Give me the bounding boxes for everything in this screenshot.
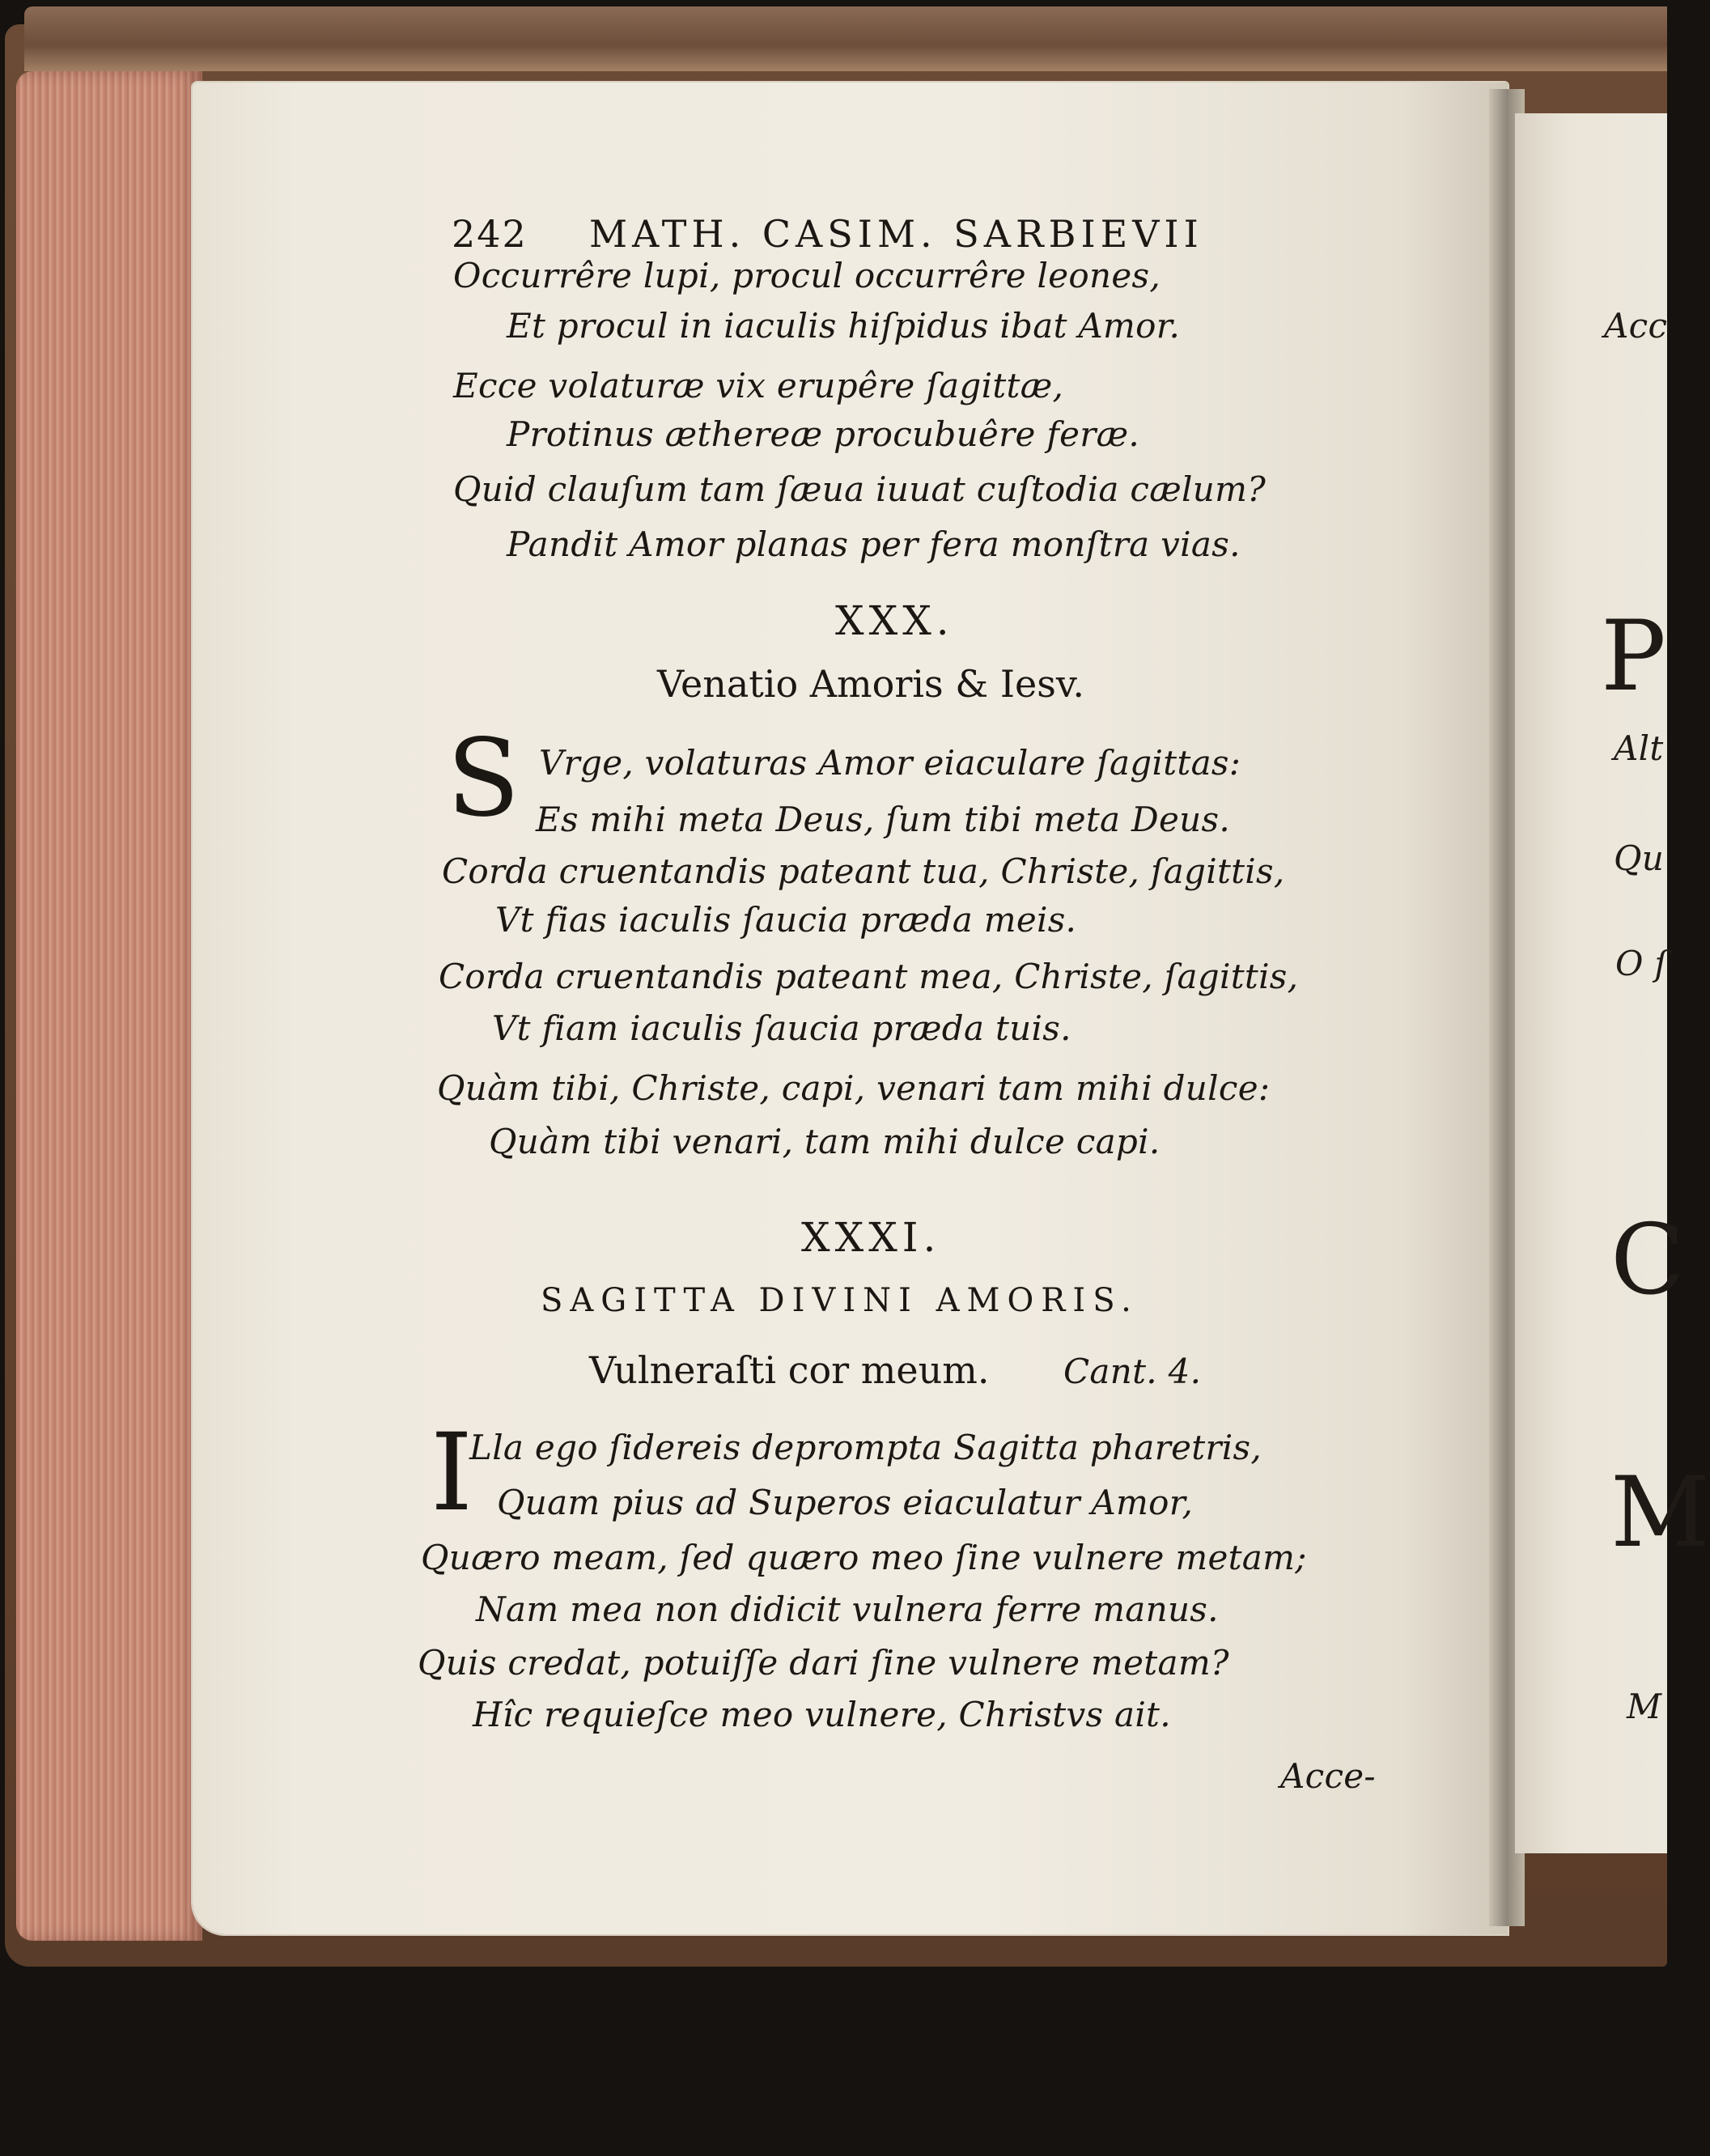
verse-line: Vrge, volaturas Amor eiaculare ſagittas: [539, 743, 1241, 783]
verse-line: Protinus æthereæ procubuêre feræ. [507, 414, 1140, 454]
verse-line: Quæro meam, ſed quæro meo ſine vulnere metam; [421, 1538, 1307, 1577]
verse-line: Es mihi meta Deus, ſum tibi meta Deus. [536, 800, 1231, 839]
right-page [1515, 113, 1667, 1853]
verse-line: Nam mea non didicit vulnera ferre manus. [476, 1589, 1219, 1629]
right-page-fragment: M [1610, 1457, 1710, 1569]
section-numeral: XXX. [835, 597, 954, 644]
verse-line: Quid clauſum tam ſæua iuuat cuſtodia cælum? [453, 469, 1267, 509]
book-top-edge [24, 6, 1667, 71]
section-title: Venatio Amoris & Iesv. [657, 662, 1084, 706]
verse-line: Corda cruentandis pateant mea, Christe, ſagittis, [439, 957, 1299, 996]
verse-line: Vt fiam iaculis ſaucia præda tuis. [492, 1008, 1071, 1048]
verse-line: Vt fias iaculis ſaucia præda meis. [495, 900, 1077, 940]
drop-cap: S [447, 716, 520, 841]
right-page-fragment: Acc [1604, 306, 1668, 346]
verse-line: Quis credat, potuiſſe dari ſine vulnere metam? [418, 1643, 1229, 1683]
verse-line: Pandit Amor planas per fera monſtra vias. [507, 524, 1241, 564]
right-page-fragment: Qu [1614, 838, 1665, 878]
right-page-fragment: C [1610, 1204, 1685, 1317]
section-numeral: XXXI. [801, 1214, 941, 1261]
verse-line: Corda cruentandis pateant tua, Christe, ſagittis, [442, 851, 1285, 891]
right-page-fragment: M [1627, 1687, 1662, 1726]
page-number: 242 [452, 212, 528, 256]
verse-line: Hîc requieſce meo vulnere, Christvs ait. [473, 1695, 1171, 1734]
verse-line: Ecce volaturæ vix erupêre ſagittæ, [453, 366, 1064, 405]
right-page-fragment: Alt [1614, 728, 1664, 768]
right-page-fragment: O ſ [1615, 944, 1668, 983]
section-title: SAGITTA DIVINI AMORIS. [541, 1282, 1139, 1319]
epigraph: Vulneraſti cor meum. [589, 1348, 990, 1392]
catchword: Acce- [1280, 1756, 1376, 1796]
running-title: MATH. CASIM. SARBIEVII [589, 212, 1203, 256]
verse-line: Quàm tibi, Christe, capi, venari tam mihi dulce: [437, 1068, 1271, 1108]
right-page-fragment: P [1601, 601, 1666, 713]
page-block-edge [16, 71, 202, 1941]
verse-line: Occurrêre lupi, procul occurrêre leones, [453, 256, 1161, 295]
epigraph-reference: Cant. 4. [1063, 1352, 1202, 1391]
show-through [1198, 219, 1441, 251]
verse-line: Quam pius ad Superos eiaculatur Amor, [497, 1483, 1194, 1522]
verse-line: Et procul in iaculis hiſpidus ibat Amor. [507, 306, 1181, 346]
verse-line: Quàm tibi venari, tam mihi dulce capi. [489, 1122, 1161, 1161]
drop-cap: I [431, 1411, 473, 1535]
verse-line: Lla ego ſidereis deprompta Sagitta pharetris, [469, 1428, 1262, 1467]
